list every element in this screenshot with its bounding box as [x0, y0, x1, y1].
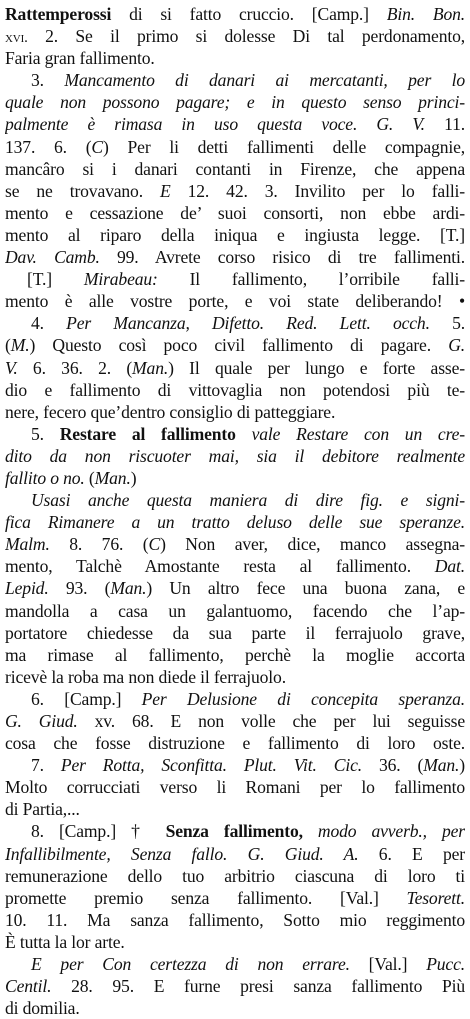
text-run: 12. 42. 3. Invilito per lo falli- — [170, 180, 465, 201]
italic-text: Mancamento di danari ai mercatanti, per lo — [64, 70, 465, 91]
text-line — [5, 688, 465, 710]
text-run: ) — [130, 467, 137, 488]
text-line — [5, 3, 465, 25]
text-run: [Val.] — [349, 954, 427, 975]
text-run: ) Il quale per lungo e forte asse- — [168, 357, 465, 378]
text-run: portatore chiedesse da sua parte il ferrajuolo grave, — [5, 622, 465, 643]
text-run: 7. — [31, 755, 61, 776]
text-run: ricevè la roba ma non diede il ferrajuolo. — [5, 666, 286, 687]
text-line — [5, 555, 465, 577]
text-line — [5, 69, 465, 91]
text-run: [T.] — [27, 269, 84, 290]
text-line — [5, 666, 465, 688]
text-run: 28. 95. E furne presi sanza fallimento Più — [51, 976, 465, 997]
text-line — [5, 798, 465, 820]
italic-text: Per Rotta, Sconfitta. Plut. Vit. Cic. — [60, 755, 362, 776]
italic-text: C — [91, 136, 104, 157]
text-run: ) Un altro fece una buona zana, e — [146, 578, 465, 599]
text-run: ) Non aver, dice, manco assegna- — [160, 534, 465, 555]
italic-text: Centil. — [5, 976, 52, 997]
text-run: 6. 36. 2. ( — [17, 357, 133, 378]
text-line — [5, 445, 465, 467]
text-line — [5, 909, 465, 931]
text-line — [5, 47, 465, 69]
text-line — [5, 246, 465, 268]
italic-text: Mirabeau: — [83, 269, 158, 290]
text-run: mento al riparo della iniqua e ingiusta legge. [T.] — [5, 224, 465, 245]
text-line — [5, 180, 465, 202]
text-line — [5, 732, 465, 754]
text-run: 99. Avrete corso risico di tre fallimenti. — [99, 247, 465, 268]
italic-text: E per Con certezza di non errare. — [31, 954, 350, 975]
text-line — [5, 533, 465, 555]
text-line — [5, 754, 465, 776]
text-line — [5, 511, 465, 533]
text-run: Il fallimento, l’orribile falli- — [157, 269, 465, 290]
text-line — [5, 843, 465, 865]
text-line — [5, 158, 465, 180]
text-run: 10. 11. Ma sanza fallimento, Sotto mio reggimento — [5, 909, 465, 930]
italic-text: Pucc. — [426, 954, 465, 975]
italic-text: Man. — [423, 755, 460, 776]
text-run: 8. [Camp.] † — [31, 821, 166, 842]
text-run: remunerazione dello tuo arbitrio ciascuna di loro ti — [5, 865, 465, 886]
text-line — [5, 136, 465, 158]
text-run: Faria gran fallimento. — [5, 48, 155, 69]
text-line — [5, 776, 465, 798]
text-run: ( — [84, 467, 95, 488]
text-line — [5, 312, 465, 334]
text-run: 3. — [31, 70, 65, 91]
text-run: ) Questo così poco civil fallimento di pagare. — [29, 335, 449, 356]
italic-text: M. — [10, 335, 30, 356]
italic-text: G. Giud. — [5, 711, 78, 731]
text-line — [5, 379, 465, 401]
text-run: mento e cessazione de’ suoi consorti, non ebbe ardi- — [5, 202, 465, 223]
text-run: ma rimase al fallimento, perchè la moglie accorta — [5, 644, 465, 665]
text-line — [5, 975, 465, 997]
text-run: 36. ( — [362, 755, 424, 776]
text-line — [5, 467, 465, 489]
text-run: 8. 76. ( — [49, 534, 149, 555]
text-line — [5, 224, 465, 246]
text-run: ) — [459, 755, 465, 776]
text-run: xvi. — [5, 30, 28, 47]
text-line — [5, 887, 465, 909]
text-run: 93. ( — [48, 578, 111, 599]
text-run: 5. — [429, 313, 465, 334]
italic-text: V. — [5, 357, 18, 378]
text-line — [5, 710, 465, 732]
text-line — [5, 290, 465, 312]
text-run: xv. 68. E non volle che per lui seguisse — [77, 711, 465, 731]
text-line — [5, 997, 465, 1019]
text-line — [5, 577, 465, 599]
italic-text: Per Delusione di concepita speranza. — [141, 688, 465, 709]
text-line — [5, 113, 465, 135]
text-line — [5, 334, 465, 356]
italic-text: Tesorett. — [406, 887, 465, 908]
text-run: di domilia. — [5, 998, 80, 1019]
text-line — [5, 357, 465, 379]
italic-text: Malm. — [5, 534, 50, 555]
text-run: È tutta la lor arte. — [5, 931, 125, 952]
text-run: 6. E per — [358, 843, 465, 864]
text-line — [5, 401, 465, 423]
text-run: promette premio senza fallimento. [Val.] — [5, 887, 407, 908]
text-run: cosa che fosse distruzione e fallimento di loro oste. — [5, 733, 465, 754]
text-run: 2. Se il primo si dolesse Di tal perdonamento, — [27, 26, 465, 47]
text-line — [5, 820, 465, 842]
text-line — [5, 91, 465, 113]
text-run: di si fatto cruccio. [Camp.] — [111, 4, 387, 24]
text-line — [5, 600, 465, 622]
italic-text: palmente è rimasa in uso questa voce. G. V. — [5, 114, 425, 135]
italic-text: dito da non riscuoter mai, sia il debitore realmente — [5, 445, 465, 466]
italic-text: quale non possono pagare; e in questo senso princi- — [5, 92, 465, 113]
italic-text: Man. — [132, 357, 169, 378]
text-run: 11. — [424, 114, 465, 135]
text-run: 4. — [31, 313, 67, 334]
text-run: ( — [5, 335, 11, 356]
text-run: 6. [Camp.] — [31, 688, 142, 709]
text-run: ) Per li detti fallimenti delle compagnie, — [103, 136, 465, 157]
text-run: 137. 6. ( — [5, 136, 92, 157]
text-line — [5, 622, 465, 644]
text-line — [5, 489, 465, 511]
italic-text: Usasi anche questa maniera di dire fig. e signi- — [31, 490, 465, 511]
text-line — [5, 202, 465, 224]
italic-text: Bin. Bon. — [386, 4, 465, 24]
text-run: Molto corrucciati verso li Romani per lo fallimento — [5, 777, 465, 798]
text-line — [5, 423, 465, 445]
italic-text: Dav. Camb. — [5, 247, 100, 268]
text-line — [5, 25, 465, 47]
italic-text: G. — [448, 335, 465, 356]
headword: Senza fallimento, — [165, 821, 303, 842]
text-run: nere, fecero que’dentro consiglio di patteggiare. — [5, 401, 336, 422]
headword: Rattemperossi — [5, 4, 112, 24]
italic-text: Man. — [94, 467, 131, 488]
text-run: mento è alle vostre porte, e voi state deliberando! • — [5, 291, 465, 312]
text-run: mandolla a casa un galantuomo, facendo che l’ap- — [5, 600, 465, 621]
text-line — [5, 931, 465, 953]
italic-text: modo avverb., per — [302, 821, 465, 842]
text-line — [5, 644, 465, 666]
text-run: mancâro si i danari contanti in Firenze, che appena — [5, 158, 465, 179]
text-line — [5, 268, 465, 290]
text-run: dio e fallimento di vittovaglia non potendosi più te- — [5, 379, 465, 400]
italic-text: C — [148, 534, 161, 555]
italic-text: Dat. — [434, 556, 465, 577]
italic-text: Lepid. — [5, 578, 49, 599]
italic-text: fica Rimanere a un tratto deluso delle sue speranze. — [5, 512, 465, 533]
italic-text: Man. — [110, 578, 147, 599]
text-run: 5. — [31, 423, 60, 444]
text-run: mento, Talchè Amostante resta al fallimento. — [5, 556, 435, 577]
italic-text: E — [159, 180, 171, 201]
italic-text: vale Restare con un cre- — [235, 423, 465, 444]
italic-text: fallito o no. — [5, 467, 85, 488]
italic-text: Infallibilmente, Senza fallo. G. Giud. A. — [5, 843, 359, 864]
italic-text: Per Mancanza, Difetto. Red. Lett. occh. — [66, 313, 430, 334]
text-run: se ne trovavano. — [5, 180, 160, 201]
text-run: di Partia,... — [5, 799, 80, 820]
text-line — [5, 865, 465, 887]
headword: Restare al fallimento — [59, 423, 236, 444]
